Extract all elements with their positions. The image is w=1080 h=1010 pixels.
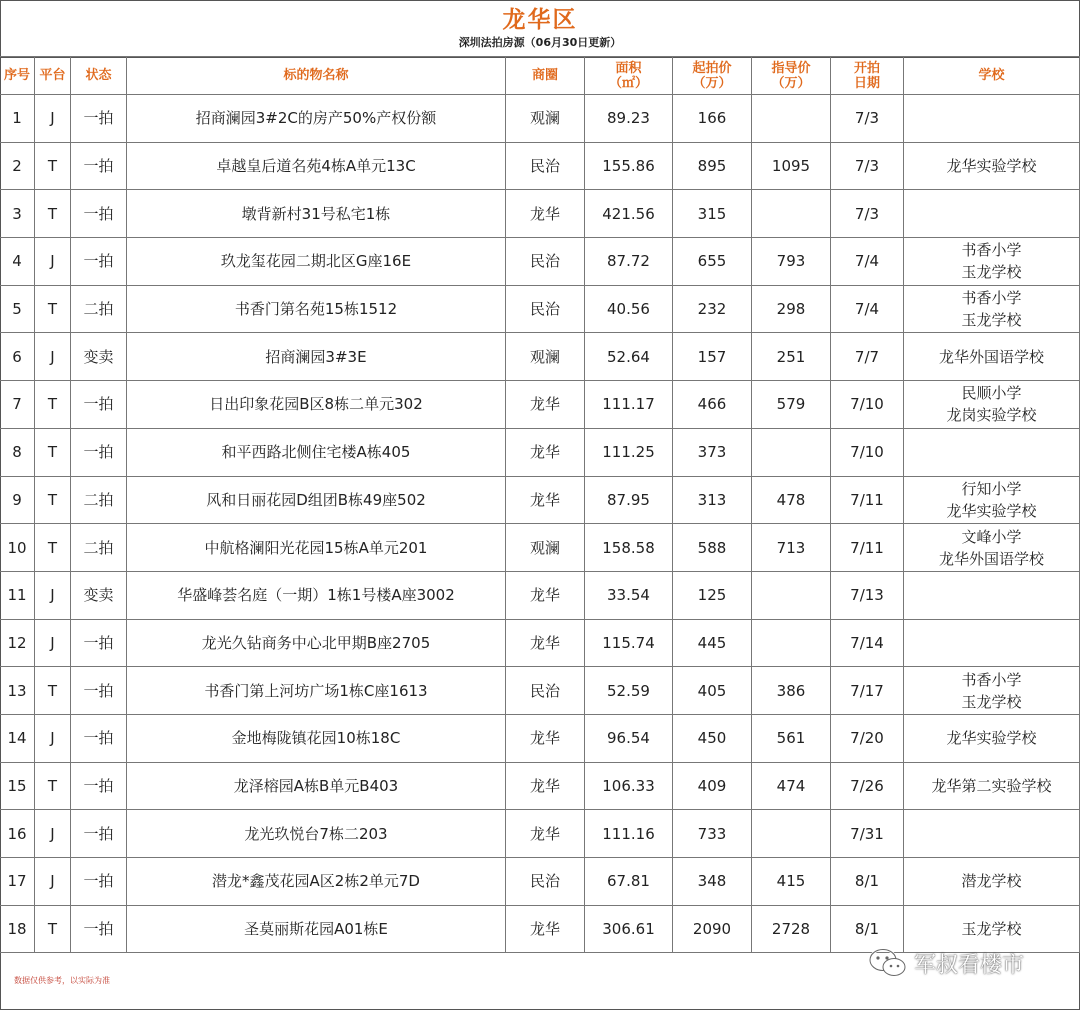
property-name-cell: 书香门第名苑15栋1512 (127, 285, 506, 333)
table-row (0, 381, 1080, 429)
auction-date-cell: 7/4 (831, 285, 904, 333)
table-row (0, 285, 1080, 333)
guide-price-cell: 2728 (752, 905, 831, 953)
table-row (0, 619, 1080, 667)
platform-cell: T (35, 428, 71, 476)
school-name: 龙华外国语学校 (938, 347, 1044, 366)
status-cell: 二拍 (71, 524, 127, 572)
start-price-cell: 373 (673, 428, 752, 476)
guide-price-cell: 474 (752, 762, 831, 810)
school-cell (904, 142, 1080, 190)
auction-date-cell: 7/10 (831, 428, 904, 476)
area-size-cell: 33.54 (585, 571, 673, 619)
school-cell (904, 95, 1080, 143)
auction-date-cell: 8/1 (831, 905, 904, 953)
area-size-cell: 306.61 (585, 905, 673, 953)
status-cell: 变卖 (71, 571, 127, 619)
auction-date-cell: 7/31 (831, 810, 904, 858)
table-row (0, 238, 1080, 286)
status-cell: 二拍 (71, 476, 127, 524)
area-size-cell: 52.59 (585, 667, 673, 715)
auction-date-cell: 7/20 (831, 714, 904, 762)
guide-price-cell: 298 (752, 285, 831, 333)
guide-price-cell: 251 (752, 333, 831, 381)
guide-price-cell (752, 190, 831, 238)
school-cell (904, 858, 1080, 906)
status-cell: 一拍 (71, 714, 127, 762)
start-price-cell: 125 (673, 571, 752, 619)
platform-cell: T (35, 142, 71, 190)
property-name-cell: 风和日丽花园D组团B栋49座502 (127, 476, 506, 524)
start-price-cell: 348 (673, 858, 752, 906)
district-cell: 龙华 (506, 810, 585, 858)
area-size-cell: 89.23 (585, 95, 673, 143)
row-number: 10 (0, 524, 35, 572)
table-row (0, 95, 1080, 143)
start-price-cell: 405 (673, 667, 752, 715)
start-price-cell: 733 (673, 810, 752, 858)
area-size-cell: 106.33 (585, 762, 673, 810)
table-row (0, 714, 1080, 762)
platform-cell: T (35, 381, 71, 429)
status-cell: 一拍 (71, 858, 127, 906)
start-price-cell: 466 (673, 381, 752, 429)
auction-date-cell: 7/10 (831, 381, 904, 429)
row-number: 14 (0, 714, 35, 762)
property-name-cell: 玖龙玺花园二期北区G座16E (127, 238, 506, 286)
school-cell (904, 285, 1080, 333)
row-number: 9 (0, 476, 35, 524)
school-name: 龙岗实验学校 (946, 406, 1037, 425)
district-cell: 民治 (506, 667, 585, 715)
table-row (0, 190, 1080, 238)
district-cell: 龙华 (506, 905, 585, 953)
property-name-cell: 书香门第上河坊广场1栋C座1613 (127, 667, 506, 715)
auction-date-cell: 7/11 (831, 476, 904, 524)
row-number: 16 (0, 810, 35, 858)
auction-date-cell: 7/4 (831, 238, 904, 286)
row-number: 2 (0, 142, 35, 190)
school-name: 玉龙学校 (961, 920, 1022, 939)
property-name-cell: 日出印象花园B区8栋二单元302 (127, 381, 506, 429)
property-name-cell: 华盛峰荟名庭（一期）1栋1号楼A座3002 (127, 571, 506, 619)
platform-cell: J (35, 858, 71, 906)
property-name-cell: 和平西路北侧住宅楼A栋405 (127, 428, 506, 476)
guide-price-cell: 561 (752, 714, 831, 762)
school-name: 文峰小学 (961, 527, 1022, 546)
district-cell: 民治 (506, 238, 585, 286)
status-cell: 变卖 (71, 333, 127, 381)
district-cell: 龙华 (506, 190, 585, 238)
school-name: 龙华实验学校 (946, 729, 1037, 748)
auction-date-cell: 7/3 (831, 190, 904, 238)
status-cell: 二拍 (71, 285, 127, 333)
status-cell: 一拍 (71, 762, 127, 810)
school-cell (904, 476, 1080, 524)
watermark (868, 946, 1024, 980)
school-cell (904, 190, 1080, 238)
school-name: 龙华第二实验学校 (931, 776, 1052, 795)
area-size-cell: 87.95 (585, 476, 673, 524)
property-name-cell: 招商澜园3#3E (127, 333, 506, 381)
area-size-cell: 155.86 (585, 142, 673, 190)
area-size-cell: 52.64 (585, 333, 673, 381)
col-header-school: 学校 (904, 57, 1080, 95)
col-header-size: 面积 （㎡） (585, 57, 673, 95)
row-number: 15 (0, 762, 35, 810)
status-cell: 一拍 (71, 190, 127, 238)
status-cell: 一拍 (71, 95, 127, 143)
table-row (0, 858, 1080, 906)
row-number: 4 (0, 238, 35, 286)
school-cell (904, 428, 1080, 476)
district-cell: 民治 (506, 285, 585, 333)
auction-date-cell: 8/1 (831, 858, 904, 906)
status-cell: 一拍 (71, 381, 127, 429)
district-cell: 龙华 (506, 428, 585, 476)
guide-price-cell (752, 95, 831, 143)
table-row (0, 142, 1080, 190)
platform-cell: J (35, 95, 71, 143)
table-body (0, 95, 1080, 953)
auction-date-cell: 7/26 (831, 762, 904, 810)
auction-date-cell: 7/3 (831, 142, 904, 190)
table-header-row (0, 57, 1080, 95)
school-cell (904, 667, 1080, 715)
start-price-cell: 895 (673, 142, 752, 190)
table-row (0, 476, 1080, 524)
area-size-cell: 115.74 (585, 619, 673, 667)
auction-date-cell: 7/17 (831, 667, 904, 715)
platform-cell: T (35, 285, 71, 333)
row-number: 18 (0, 905, 35, 953)
district-cell: 观澜 (506, 524, 585, 572)
auction-date-cell: 7/11 (831, 524, 904, 572)
school-cell (904, 714, 1080, 762)
district-cell: 龙华 (506, 762, 585, 810)
school-cell (904, 571, 1080, 619)
row-number: 12 (0, 619, 35, 667)
page-subtitle: 深圳法拍房源（06月30日更新） (458, 36, 622, 49)
table-row (0, 333, 1080, 381)
school-cell (904, 810, 1080, 858)
table-row (0, 810, 1080, 858)
status-cell: 一拍 (71, 238, 127, 286)
status-cell: 一拍 (71, 810, 127, 858)
area-size-cell: 40.56 (585, 285, 673, 333)
school-name: 行知小学 (961, 479, 1022, 498)
table-row (0, 667, 1080, 715)
row-number: 1 (0, 95, 35, 143)
col-header-date: 开拍 日期 (831, 57, 904, 95)
platform-cell: T (35, 667, 71, 715)
platform-cell: T (35, 190, 71, 238)
district-cell: 龙华 (506, 381, 585, 429)
page-title: 龙华区 (502, 7, 578, 33)
table-row (0, 428, 1080, 476)
area-size-cell: 111.17 (585, 381, 673, 429)
platform-cell: T (35, 476, 71, 524)
district-cell: 龙华 (506, 619, 585, 667)
property-name-cell: 潜龙*鑫茂花园A区2栋2单元7D (127, 858, 506, 906)
status-cell: 一拍 (71, 905, 127, 953)
start-price-cell: 166 (673, 95, 752, 143)
guide-price-cell: 1095 (752, 142, 831, 190)
school-name: 龙华实验学校 (946, 501, 1037, 520)
listing-table (0, 56, 1080, 953)
school-name: 民顺小学 (961, 384, 1022, 403)
school-name: 潜龙学校 (961, 872, 1022, 891)
property-name-cell: 中航格澜阳光花园15栋A单元201 (127, 524, 506, 572)
school-cell (904, 524, 1080, 572)
school-name: 书香小学 (961, 289, 1022, 308)
wechat-icon (868, 947, 908, 979)
area-size-cell: 421.56 (585, 190, 673, 238)
table-row (0, 762, 1080, 810)
property-name-cell: 圣莫丽斯花园A01栋E (127, 905, 506, 953)
property-name-cell: 龙光玖悦台7栋二203 (127, 810, 506, 858)
start-price-cell: 315 (673, 190, 752, 238)
guide-price-cell (752, 428, 831, 476)
property-name-cell: 金地梅陇镇花园10栋18C (127, 714, 506, 762)
row-number: 8 (0, 428, 35, 476)
area-size-cell: 111.16 (585, 810, 673, 858)
district-cell: 民治 (506, 858, 585, 906)
row-number: 3 (0, 190, 35, 238)
status-cell: 一拍 (71, 428, 127, 476)
district-cell: 龙华 (506, 476, 585, 524)
col-header-name: 标的物名称 (127, 57, 506, 95)
start-price-cell: 157 (673, 333, 752, 381)
school-name: 玉龙学校 (961, 311, 1022, 330)
table-row (0, 571, 1080, 619)
platform-cell: J (35, 619, 71, 667)
guide-price-cell: 415 (752, 858, 831, 906)
district-cell: 观澜 (506, 333, 585, 381)
school-name: 龙华实验学校 (946, 157, 1037, 176)
status-cell: 一拍 (71, 667, 127, 715)
school-cell (904, 762, 1080, 810)
row-number: 11 (0, 571, 35, 619)
col-header-start-price: 起拍价 （万） (673, 57, 752, 95)
school-cell (904, 619, 1080, 667)
auction-date-cell: 7/14 (831, 619, 904, 667)
district-cell: 民治 (506, 142, 585, 190)
start-price-cell: 655 (673, 238, 752, 286)
row-number: 5 (0, 285, 35, 333)
title-block (1, 1, 1079, 58)
start-price-cell: 232 (673, 285, 752, 333)
property-name-cell: 卓越皇后道名苑4栋A单元13C (127, 142, 506, 190)
district-cell: 龙华 (506, 714, 585, 762)
watermark-text: 军叔看楼市 (914, 952, 1025, 978)
platform-cell: J (35, 714, 71, 762)
start-price-cell: 409 (673, 762, 752, 810)
col-header-guide-price: 指导价 （万） (752, 57, 831, 95)
school-cell (904, 381, 1080, 429)
property-name-cell: 龙光久钻商务中心北甲期B座2705 (127, 619, 506, 667)
row-number: 13 (0, 667, 35, 715)
property-name-cell: 龙泽榕园A栋B单元B403 (127, 762, 506, 810)
platform-cell: J (35, 333, 71, 381)
guide-price-cell: 793 (752, 238, 831, 286)
start-price-cell: 450 (673, 714, 752, 762)
col-header-platform: 平台 (35, 57, 71, 95)
start-price-cell: 588 (673, 524, 752, 572)
row-number: 7 (0, 381, 35, 429)
property-name-cell: 招商澜园3#2C的房产50%产权份额 (127, 95, 506, 143)
platform-cell: T (35, 762, 71, 810)
district-cell: 观澜 (506, 95, 585, 143)
auction-date-cell: 7/7 (831, 333, 904, 381)
area-size-cell: 87.72 (585, 238, 673, 286)
guide-price-cell: 386 (752, 667, 831, 715)
row-number: 6 (0, 333, 35, 381)
guide-price-cell: 478 (752, 476, 831, 524)
school-name: 书香小学 (961, 670, 1022, 689)
area-size-cell: 111.25 (585, 428, 673, 476)
property-name-cell: 墩背新村31号私宅1栋 (127, 190, 506, 238)
school-cell (904, 238, 1080, 286)
guide-price-cell: 579 (752, 381, 831, 429)
school-name: 玉龙学校 (961, 692, 1022, 711)
school-cell (904, 333, 1080, 381)
auction-date-cell: 7/13 (831, 571, 904, 619)
start-price-cell: 313 (673, 476, 752, 524)
row-number: 17 (0, 858, 35, 906)
guide-price-cell (752, 571, 831, 619)
col-header-status: 状态 (71, 57, 127, 95)
area-size-cell: 67.81 (585, 858, 673, 906)
area-size-cell: 96.54 (585, 714, 673, 762)
platform-cell: T (35, 905, 71, 953)
col-header-area: 商圈 (506, 57, 585, 95)
platform-cell: J (35, 571, 71, 619)
platform-cell: J (35, 810, 71, 858)
start-price-cell: 445 (673, 619, 752, 667)
guide-price-cell (752, 619, 831, 667)
school-name: 玉龙学校 (961, 263, 1022, 282)
auction-date-cell: 7/3 (831, 95, 904, 143)
table-row (0, 524, 1080, 572)
footer-note: 数据仅供参考，以实际为准 (14, 976, 110, 985)
guide-price-cell (752, 810, 831, 858)
platform-cell: T (35, 524, 71, 572)
school-name: 书香小学 (961, 241, 1022, 260)
platform-cell: J (35, 238, 71, 286)
start-price-cell: 2090 (673, 905, 752, 953)
area-size-cell: 158.58 (585, 524, 673, 572)
status-cell: 一拍 (71, 142, 127, 190)
col-header-no: 序号 (0, 57, 35, 95)
district-cell: 龙华 (506, 571, 585, 619)
status-cell: 一拍 (71, 619, 127, 667)
school-name: 龙华外国语学校 (938, 549, 1044, 568)
guide-price-cell: 713 (752, 524, 831, 572)
